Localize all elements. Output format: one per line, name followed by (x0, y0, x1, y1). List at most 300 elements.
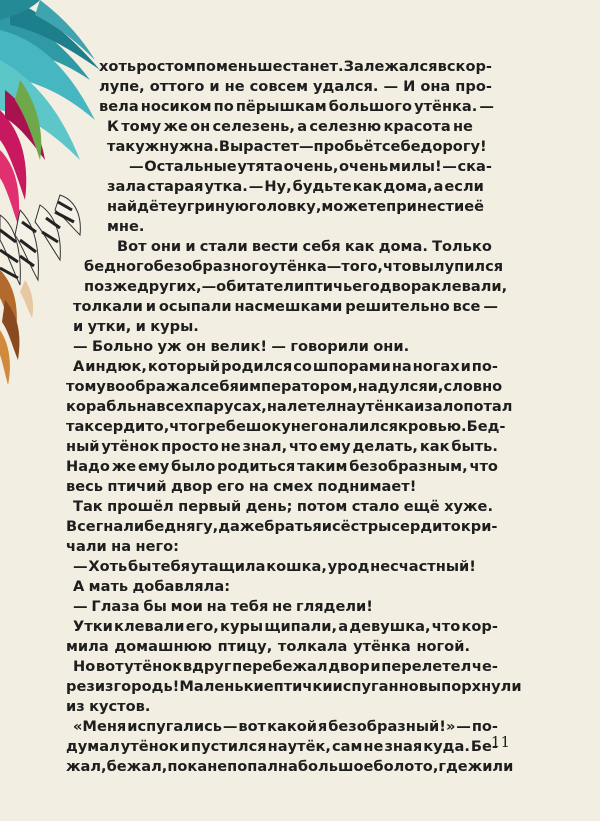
word: а (433, 178, 444, 195)
word: — (201, 278, 217, 295)
word: — (326, 258, 342, 275)
text-line (73, 317, 498, 337)
text-line (107, 137, 485, 157)
word: клевали (114, 618, 185, 635)
word: толкала (277, 638, 348, 655)
word: как (352, 178, 383, 195)
word: Утки (73, 618, 113, 635)
word: они. (373, 338, 410, 355)
word: всех (156, 398, 194, 415)
word: Маленькие (179, 678, 274, 695)
word: утёнка (356, 398, 415, 415)
word: по- (471, 718, 498, 735)
word: и (414, 398, 425, 415)
word: не (220, 438, 241, 455)
word: вдруг (182, 658, 232, 675)
word: двор (171, 478, 213, 495)
word: утёнка. (414, 98, 478, 115)
word: велик! (210, 338, 268, 355)
word: найдёте (107, 198, 178, 215)
word: утёнок (124, 658, 183, 675)
word: селезню (309, 118, 382, 135)
word: мои (170, 598, 203, 615)
word: на (136, 398, 157, 415)
word: Залежался (343, 58, 438, 75)
word: себя (200, 378, 239, 395)
word: и (460, 358, 471, 375)
word: птичий (107, 478, 167, 495)
word: утёнка (353, 638, 411, 655)
word: парусах, (193, 398, 267, 415)
word: скор- (446, 58, 492, 75)
word: принести (386, 198, 465, 215)
word: изгородь! (94, 678, 180, 695)
word: и (135, 318, 146, 335)
word: очень (339, 158, 389, 175)
word: К (107, 118, 119, 135)
word: урод (327, 558, 370, 575)
word: двора (379, 278, 432, 295)
word: него (290, 418, 329, 435)
word: он (185, 338, 207, 355)
word: головку, (248, 198, 322, 215)
word: поменьше (195, 58, 283, 75)
text-line (73, 577, 476, 597)
word: будьте (292, 178, 352, 195)
word: обитатели (216, 278, 305, 295)
text-line (99, 97, 494, 117)
word: не (363, 738, 384, 755)
word: налился (328, 418, 398, 435)
text-line (117, 237, 492, 257)
word: словно (443, 378, 503, 395)
text-line (107, 117, 473, 137)
word: сам (331, 738, 363, 755)
word: все (452, 298, 481, 315)
word: пёрышкам (235, 98, 327, 115)
word: куда. (423, 738, 470, 755)
word: — (442, 158, 457, 175)
word: залопотал (424, 398, 513, 415)
word: птички (273, 678, 333, 695)
word: смех (273, 478, 314, 495)
word: А (73, 578, 85, 595)
word: болото, (373, 758, 439, 775)
text-line (66, 677, 522, 697)
word: его, (185, 618, 219, 635)
word: какой (267, 718, 317, 735)
word: пустился (190, 738, 267, 755)
word: безобразного (153, 258, 269, 275)
word: думал (66, 738, 120, 755)
word: и (145, 298, 156, 315)
word: кри- (460, 518, 498, 535)
text-line (73, 557, 476, 577)
word: осыпали (158, 298, 232, 315)
word: можете (321, 198, 387, 215)
word: делать, (352, 438, 418, 455)
word: — (222, 718, 238, 735)
word: ему (137, 458, 170, 475)
word: Все (66, 518, 96, 535)
word: вести (251, 238, 299, 255)
word: день; (245, 498, 293, 515)
word: попал (227, 758, 278, 775)
word: тому (66, 378, 106, 395)
word: гнали (95, 518, 145, 535)
word: братья (264, 518, 322, 535)
word: выпорхнули (418, 678, 522, 695)
text-line (99, 57, 492, 77)
word: родился (221, 358, 293, 375)
word: утята (237, 158, 283, 175)
word: так (66, 418, 95, 435)
word: корабль (66, 398, 137, 415)
word: на (111, 538, 132, 555)
word: себе (381, 138, 421, 155)
word: — (479, 98, 494, 115)
text-line (99, 77, 492, 97)
word: в (437, 58, 447, 75)
word: не (224, 78, 245, 95)
word: несчастный! (370, 558, 476, 575)
word: который (147, 358, 221, 375)
word: сердито, (94, 418, 170, 435)
word: станет. (282, 58, 344, 75)
word: толкали (73, 298, 143, 315)
brown-feathers (0, 270, 33, 385)
text-line (66, 417, 506, 437)
word: Вырастет (218, 138, 299, 155)
word: по- (471, 358, 498, 375)
word: дома, (383, 178, 433, 195)
word: утки, (87, 318, 132, 335)
word: — (248, 178, 264, 195)
word: он (190, 118, 211, 135)
word: ногой. (416, 638, 470, 655)
word: со (293, 358, 312, 375)
word: Только (432, 238, 492, 255)
word: Глаза (91, 598, 140, 615)
word: и (185, 238, 196, 255)
word: Бе- (470, 738, 498, 755)
word: беднягу, (144, 518, 219, 535)
word: позже (84, 278, 138, 295)
word: наутёк, (267, 738, 331, 755)
word: и (73, 318, 84, 335)
text-line (107, 217, 487, 237)
word: щипали, (264, 618, 338, 635)
word: на (336, 398, 357, 415)
word: жал, (66, 758, 107, 775)
text-line (73, 337, 498, 357)
word: надулся (357, 378, 428, 395)
word: Остальные (144, 158, 237, 175)
word: испугались (127, 718, 222, 735)
word: про- (455, 78, 492, 95)
word: угриную (177, 198, 249, 215)
word: индюк, (85, 358, 147, 375)
word: клевали, (431, 278, 508, 295)
word: носиком (140, 98, 212, 115)
word: вот (95, 658, 124, 675)
word: как (344, 238, 375, 255)
word: лупе, (99, 78, 145, 95)
word: удался. (313, 78, 379, 95)
word: тому (121, 118, 162, 135)
word: на (277, 758, 298, 775)
word: стало (351, 498, 400, 515)
word: налетел (266, 398, 337, 415)
word: милы! (388, 158, 442, 175)
word: его (216, 478, 245, 495)
word: пока (167, 758, 208, 775)
word: других, (137, 278, 202, 295)
word: девушка, (349, 618, 431, 635)
word: и, (427, 378, 444, 395)
text-line (66, 477, 498, 497)
word: дома. (378, 238, 428, 255)
word: хоть (99, 58, 137, 75)
word: утащила (190, 558, 266, 575)
word: ещё (403, 498, 440, 515)
word: него: (135, 538, 179, 555)
word: что (469, 458, 498, 475)
word: ска- (457, 158, 492, 175)
word: безобразным, (349, 458, 468, 475)
word: перебежал (232, 658, 328, 675)
word: мила (66, 638, 109, 655)
word: тебя (152, 558, 191, 575)
word: того, (341, 258, 383, 275)
word: из (66, 698, 85, 715)
word: даже (218, 518, 265, 535)
word: и (209, 78, 220, 95)
word: птичьего (304, 278, 380, 295)
word: — (73, 558, 88, 575)
word: Вот (117, 238, 147, 255)
word: весь (66, 478, 104, 495)
text-line (66, 437, 498, 457)
word: Хоть (88, 558, 128, 575)
word: ему (319, 438, 351, 455)
word: утка. (204, 178, 248, 195)
word: вела (99, 98, 139, 115)
word: селезень, (212, 118, 295, 135)
text-line (66, 517, 498, 537)
word: прошёл (107, 498, 174, 515)
word: говорили (290, 338, 369, 355)
word: старая (146, 178, 204, 195)
word: — (73, 338, 88, 355)
striped-feathers (0, 195, 80, 285)
word: Ну, (264, 178, 292, 195)
word: утёнок (120, 738, 179, 755)
word: — (456, 718, 471, 735)
word: — (383, 78, 399, 95)
word: ный (66, 438, 100, 455)
word: бы (128, 558, 152, 575)
word: и (321, 518, 333, 535)
text-line (84, 257, 504, 277)
word: — (271, 338, 287, 355)
word: очень, (283, 158, 339, 175)
word: а (338, 618, 349, 635)
text-line (84, 277, 508, 297)
word: просто (161, 438, 219, 455)
word: на (206, 598, 227, 615)
word: испуганно (332, 678, 419, 695)
word: уж (157, 338, 182, 355)
word: потом (296, 498, 348, 515)
word: ногах (412, 358, 460, 375)
page-number: 11 (490, 733, 510, 751)
word: шпорами (312, 358, 391, 375)
word: большое (297, 758, 374, 775)
word: большого (328, 98, 413, 115)
text-line (107, 197, 484, 217)
word: уж (135, 138, 160, 155)
word: решительно (345, 298, 450, 315)
word: у (281, 418, 291, 435)
text-line (73, 497, 493, 517)
word: она (420, 78, 451, 95)
word: бы (143, 598, 167, 615)
word: воображал (105, 378, 201, 395)
word: нужна. (159, 138, 219, 155)
word: утёнка (268, 258, 327, 275)
text-line (129, 157, 492, 177)
word: вылупился (411, 258, 504, 275)
word: мне. (107, 218, 145, 235)
text-line (73, 657, 498, 677)
word: и (370, 658, 381, 675)
word: — (73, 598, 88, 615)
word: безобразный!» (328, 718, 456, 735)
word: птицу, (217, 638, 273, 655)
word: они (150, 238, 182, 255)
word: куры. (150, 318, 199, 335)
word: что (288, 438, 318, 455)
text-line (73, 717, 498, 737)
word: не (207, 758, 228, 775)
word: стали (199, 238, 248, 255)
word: жили (467, 758, 514, 775)
word: Бед- (466, 418, 506, 435)
word: родиться (217, 458, 296, 475)
text-line (73, 617, 498, 637)
word: зала (107, 178, 146, 195)
word: знал, (242, 438, 288, 455)
word: хуже. (444, 498, 493, 515)
word: если (444, 178, 484, 195)
word: по (213, 98, 234, 115)
word: — (298, 138, 314, 155)
word: себя (302, 238, 341, 255)
text-line (66, 757, 514, 777)
word: бежал, (106, 758, 168, 775)
word: двор (328, 658, 370, 675)
word: добавляла: (132, 578, 231, 595)
word: кор- (461, 618, 498, 635)
word: — (483, 298, 498, 315)
word: Надо (66, 458, 110, 475)
text-line (73, 297, 498, 317)
word: зная (384, 738, 423, 755)
text-line (66, 377, 503, 397)
word: было (171, 458, 216, 475)
word: что (431, 618, 461, 635)
word: — (129, 158, 144, 175)
word: не (452, 118, 473, 135)
word: же (111, 458, 137, 475)
text-line (73, 597, 373, 617)
word: рез (66, 678, 95, 695)
word: на (248, 478, 269, 495)
word: бедного (84, 258, 154, 275)
word: чали (66, 538, 107, 555)
word: её (464, 198, 484, 215)
word: Так (73, 498, 103, 515)
text-line (66, 697, 498, 717)
word: вот (238, 718, 267, 735)
word: не (272, 598, 293, 615)
text-line (66, 537, 493, 557)
word: мать (88, 578, 129, 595)
word: утёнок (101, 438, 160, 455)
word: что (169, 418, 198, 435)
word: как (419, 438, 450, 455)
word: на (391, 358, 412, 375)
word: поднимает! (317, 478, 417, 495)
word: Но (73, 658, 96, 675)
word: совсем (249, 78, 309, 95)
word: А (73, 358, 85, 375)
word: И (403, 78, 416, 95)
word: быть. (451, 438, 498, 455)
word: сердито (391, 518, 461, 535)
word: насмешками (234, 298, 343, 315)
word: тебя (230, 598, 269, 615)
text-line (66, 457, 498, 477)
word: где (438, 758, 468, 775)
text-line (107, 177, 484, 197)
word: же (163, 118, 188, 135)
word: домашнюю (114, 638, 212, 655)
text-line (66, 637, 470, 657)
word: кустов. (89, 698, 151, 715)
word: сёстры (332, 518, 392, 535)
word: дорогу! (420, 138, 487, 155)
word: перелетел (381, 658, 472, 675)
word: императором, (238, 378, 358, 395)
text-line (73, 357, 498, 377)
word: первый (178, 498, 242, 515)
word: «Меня (73, 718, 127, 735)
word: красота (383, 118, 451, 135)
word: ростом (136, 58, 196, 75)
word: таким (297, 458, 348, 475)
word: кошка, (266, 558, 327, 575)
word: а (297, 118, 308, 135)
word: оттого (149, 78, 205, 95)
word: Больно (91, 338, 154, 355)
word: че- (471, 658, 498, 675)
text-line (66, 397, 513, 417)
word: кровью. (398, 418, 467, 435)
word: и (179, 738, 190, 755)
word: пробьёт (313, 138, 382, 155)
